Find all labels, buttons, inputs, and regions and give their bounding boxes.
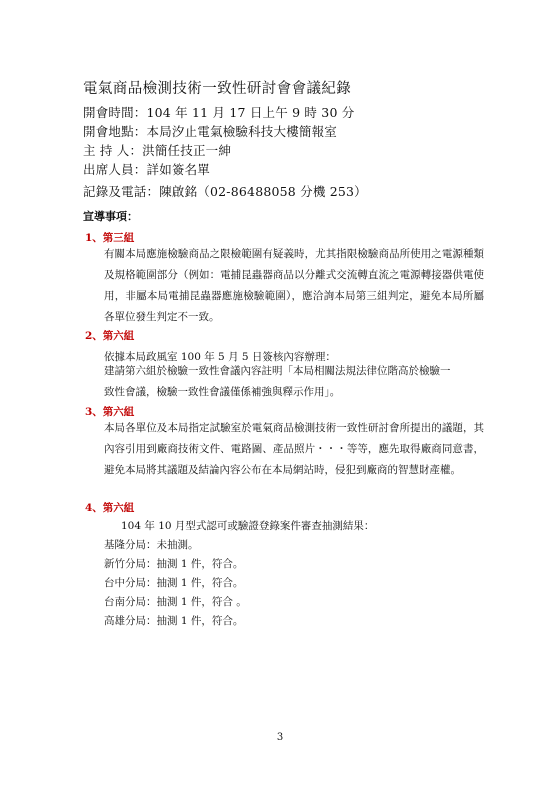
item-heading-1: 1、第三組: [85, 232, 135, 244]
item-heading-2: 2、第六組: [85, 330, 135, 342]
item-heading-3: 3、第六組: [85, 406, 135, 418]
item-4-line-4: 台南分局：抽測 1 件，符合 。: [104, 596, 247, 608]
item-4-line-5: 高雄分局：抽測 1 件，符合。: [104, 615, 244, 627]
item-4-line-1: 基隆分局：未抽測。: [104, 539, 199, 551]
item-2-line-1: 依據本局政風室 100 年 5 月 5 日簽核內容辦理：: [104, 351, 336, 363]
item-4-line-3: 台中分局：抽測 1 件，符合。: [104, 577, 244, 589]
meeting-location: 開會地點：本局汐止電氣檢驗科技大樓簡報室: [83, 124, 338, 139]
item-text-1: 有關本局應施檢驗商品之限檢範圍有疑義時，尤其指限檢驗商品所使用之電源種類及規格範圍部分（例如：電捕昆蟲器商品以分離式交流轉直流之電源轉接器供電使用，非屬本局電捕昆蟲器應施檢驗範圍），應洽詢本局第三組判定，避免本局所屬各單位發生判定不一致。: [104, 248, 484, 323]
item-2-line-3: 致性會議，檢驗一致性會議僅係補強與釋示作用」。: [104, 386, 341, 398]
meeting-time: 開會時間：104 年 11 月 17 日上午 9 時 30 分: [83, 105, 355, 120]
item-4-intro: 104 年 10 月型式認可或驗證登錄案件審查抽測結果：: [121, 520, 375, 532]
item-heading-4: 4、第六組: [85, 502, 135, 514]
section-heading: 宣導事項：: [83, 210, 138, 223]
attendees: 出席人員：詳如簽名單: [83, 162, 211, 177]
item-2-line-2: 建請第六組於檢驗一致性會議內容註明「本局相關法規法律位階高於檢驗一: [104, 365, 451, 377]
recorder-contact: 記錄及電話：陳啟銘（02-86488058 分機 253）: [83, 184, 367, 199]
meeting-chair: 主 持 人：洪簡任技正一紳: [83, 143, 232, 158]
page-title: 電氣商品檢測技術一致性研討會會議紀錄: [83, 81, 352, 97]
page-number: 3: [276, 732, 284, 743]
item-4-line-2: 新竹分局：抽測 1 件，符合。: [104, 558, 244, 570]
item-text-3: 本局各單位及本局指定試驗室於電氣商品檢測技術一致性研討會所提出的議題，其內容引用到廠商技術文件、電路圖、產品照片・・・等等，應先取得廠商同意書，避免本局將其議題及結論內容公布在本局網站時，侵犯到廠商的智慧財產權。: [104, 422, 484, 476]
